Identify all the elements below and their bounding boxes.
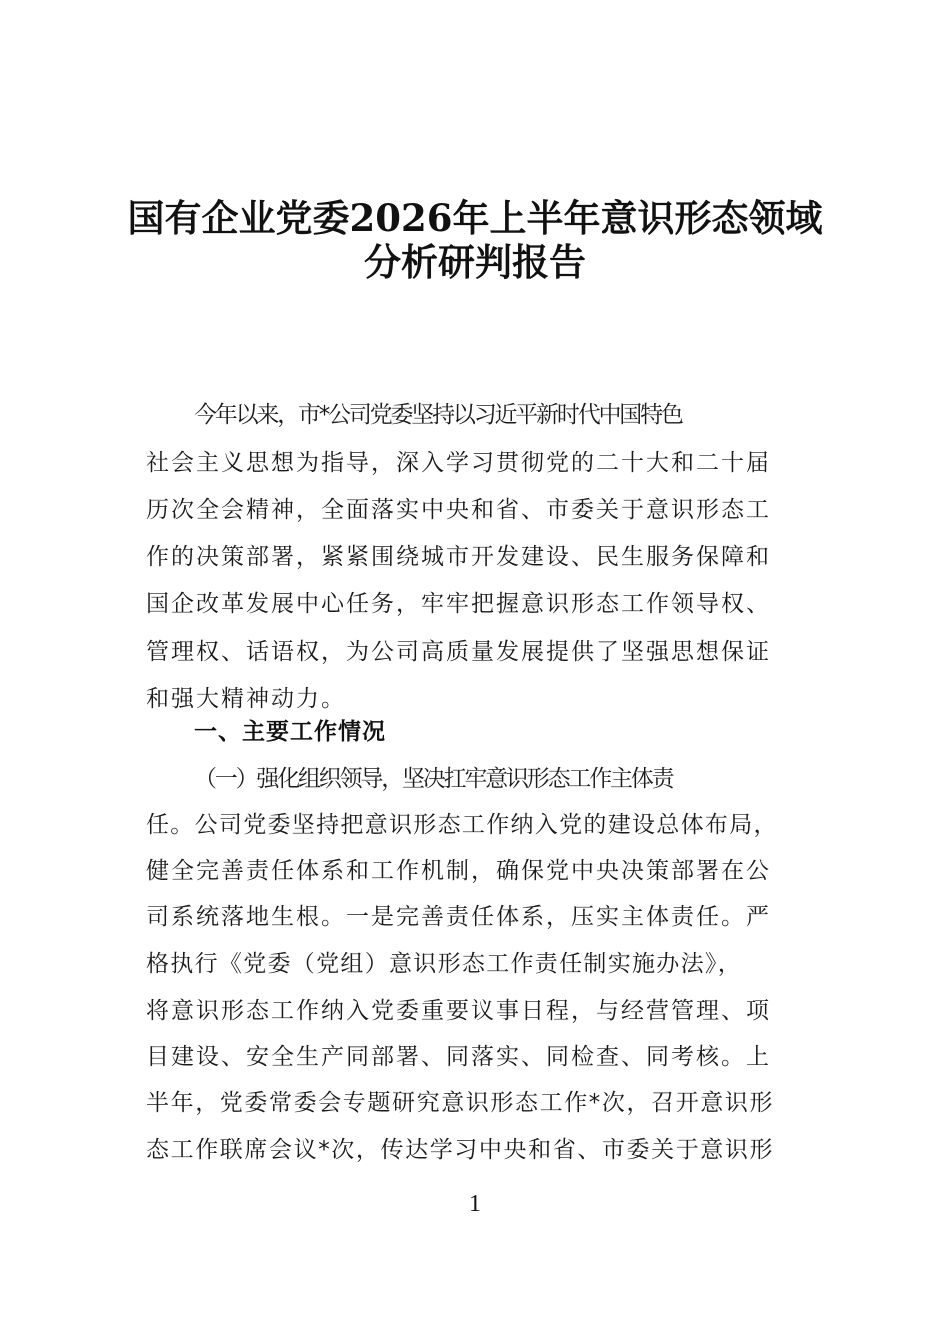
intro-paragraph-line: 管理权、话语权，为公司高质量发展提供了坚强思想保证 — [146, 639, 771, 665]
document-title-line-2: 分析研判报告 — [364, 240, 586, 284]
page-number: 1 — [469, 1191, 481, 1217]
section-paragraph-line: 司系统落地生根。一是完善责任体系，压实主体责任。严 — [146, 904, 771, 930]
intro-paragraph-line: 社会主义思想为指导，深入学习贯彻党的二十大和二十届 — [146, 450, 771, 476]
section-paragraph-line: 格执行《党委（党组）意识形态工作责任制实施办法》， — [146, 951, 742, 977]
section-paragraph-line: 半年，党委常委会专题研究意识形态工作*次，召开意识形 — [146, 1090, 775, 1116]
intro-paragraph-line: 和强大精神动力。 — [146, 686, 346, 712]
section-paragraph-line: 态工作联席会议*次，传达学习中央和省、市委关于意识形 — [146, 1137, 775, 1163]
section-paragraph-line: （一）强化组织领导，坚决扛牢意识形态工作主体责 — [194, 766, 673, 792]
intro-paragraph-line: 今年以来，市*公司党委坚持以习近平新时代中国特色 — [194, 402, 682, 428]
section-heading: 一、主要工作情况 — [194, 719, 386, 745]
intro-paragraph-line: 国企改革发展中心任务，牢牢把握意识形态工作领导权、 — [146, 591, 771, 617]
intro-paragraph-line: 作的决策部署，紧紧围绕城市开发建设、民生服务保障和 — [146, 544, 771, 570]
document-title-line-1: 国有企业党委2026年上半年意识形态领域 — [127, 196, 823, 240]
intro-paragraph-line: 历次全会精神，全面落实中央和省、市委关于意识形态工 — [146, 497, 771, 523]
section-paragraph-line: 健全完善责任体系和工作机制，确保党中央决策部署在公 — [146, 858, 771, 884]
section-paragraph-line: 目建设、安全生产同部署、同落实、同检查、同考核。上 — [146, 1044, 771, 1070]
section-paragraph-line: 将意识形态工作纳入党委重要议事日程，与经营管理、项 — [146, 998, 771, 1024]
section-paragraph-line: 任。公司党委坚持把意识形态工作纳入党的建设总体布局， — [146, 812, 778, 838]
